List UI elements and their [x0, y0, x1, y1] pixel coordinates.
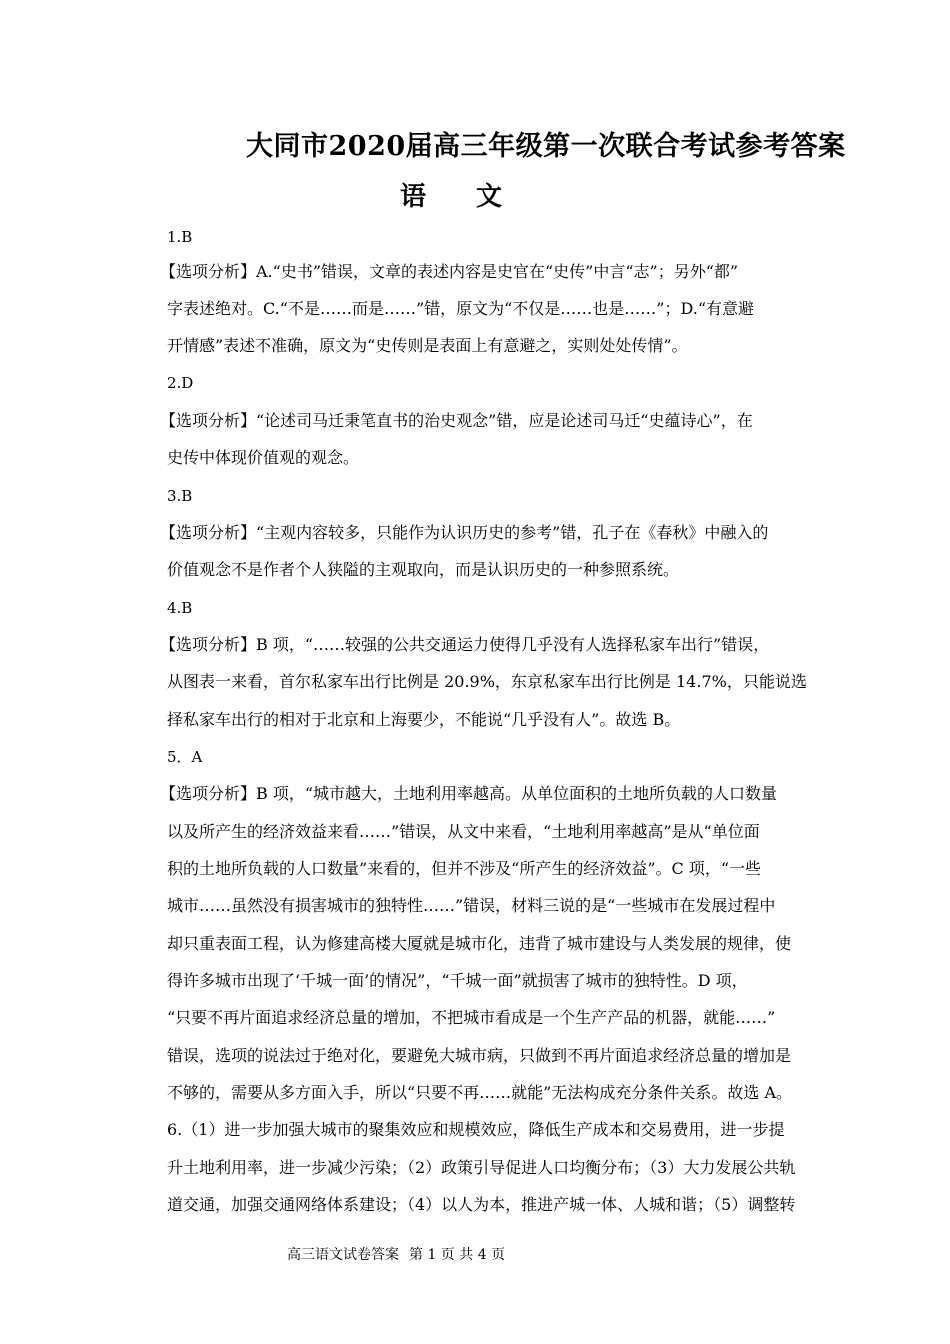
analysis-line: 以及所产生的经济效益来看……”错误，从文中来看，“土地利用率越高”是从“单位面 [167, 822, 760, 841]
analysis-line: “只要不再片面追求经济总量的增加，不把城市看成是一个生产产品的机器，就能……” [167, 1008, 776, 1027]
analysis-line: 从图表一来看，首尔私家车出行比例是 20.9%，东京私家车出行比例是 14.7%，只能说选 [167, 672, 807, 691]
analysis-line: 【选项分析】“主观内容较多，只能作为认识历史的参考”错，孔子在《春秋》中融入的 [160, 523, 769, 542]
analysis-line: 【选项分析】“论述司马迁秉笔直书的治史观念”错，应是论述司马迁“史蕴诗心”，在 [160, 411, 753, 430]
analysis-line: 不够的，需要从多方面入手，所以“只要不再……就能”无法构成充分条件关系。故选 A。 [167, 1083, 793, 1102]
answer-number: 5．A [167, 748, 203, 766]
subject-char-1: 语 [400, 182, 427, 212]
answer-number: 3.B [167, 487, 193, 505]
analysis-line: 价值观念不是作者个人狭隘的主观取向，而是认识历史的一种参照系统。 [167, 560, 680, 579]
answer-line: 6.（1）进一步加强大城市的聚集效应和规模效应，降低生产成本和交易费用，进一步提 [167, 1120, 785, 1139]
analysis-line: 积的土地所负载的人口数量”来看的，但并不涉及“所产生的经济效益”。C 项，“一些 [167, 859, 762, 878]
subject-heading [400, 176, 552, 213]
analysis-line: 【选项分析】B 项，“城市越大，土地利用率越高。从单位面积的土地所负载的人口数量 [160, 784, 778, 803]
subject-char-2: 文 [476, 182, 503, 212]
analysis-line: 开情感”表述不准确，原文为“史传则是表面上有意避之，实则处处传情”。 [167, 336, 688, 355]
answer-line: 道交通，加强交通网络体系建设；（4）以人为本，推进产城一体、人城和谐；（5）调整转 [167, 1195, 796, 1214]
analysis-line: 却只重表面工程，认为修建高楼大厦就是城市化，违背了城市建设与人类发展的规律，使 [167, 934, 792, 953]
footer-page-number: 第 1 页 共 4 页 [409, 1247, 506, 1263]
analysis-line: 错误，选项的说法过于绝对化，要避免大城市病，只做到不再片面追求经济总量的增加是 [167, 1046, 792, 1065]
page-title: 大同市2020届高三年级第一次联合考试参考答案 [246, 131, 846, 162]
answer-number: 1.B [167, 228, 193, 246]
page-footer [287, 1244, 515, 1264]
analysis-line: 择私家车出行的相对于北京和上海要少，不能说“几乎没有人”。故选 B。 [167, 710, 681, 729]
analysis-line: 史传中体现价值观的观念。 [167, 448, 360, 467]
analysis-line: 字表述绝对。C.“不是……而是……”错，原文为“不仅是……也是……”；D.“有意避 [167, 299, 755, 318]
answer-line: 升土地利用率，进一步减少污染；（2）政策引导促进人口均衡分布；（3）大力发展公共轨 [167, 1158, 796, 1177]
analysis-line: 【选项分析】A.“史书”错误，文章的表述内容是史官在“史传”中言“志”；另外“都” [160, 262, 739, 281]
footer-doc-name: 高三语文试卷答案 [287, 1247, 399, 1263]
analysis-line: 城市……虽然没有损害城市的独特性……”错误，材料三说的是“一些城市在发展过程中 [167, 896, 776, 915]
answer-number: 4.B [167, 599, 193, 617]
analysis-line: 【选项分析】B 项，“……较强的公共交通运力使得几乎没有人选择私家车出行”错误， [160, 635, 770, 654]
answer-number: 2.D [167, 374, 194, 392]
analysis-line: 得许多城市出现了‘千城一面’的情况”，“千城一面”就损害了城市的独特性。D 项， [167, 971, 748, 990]
